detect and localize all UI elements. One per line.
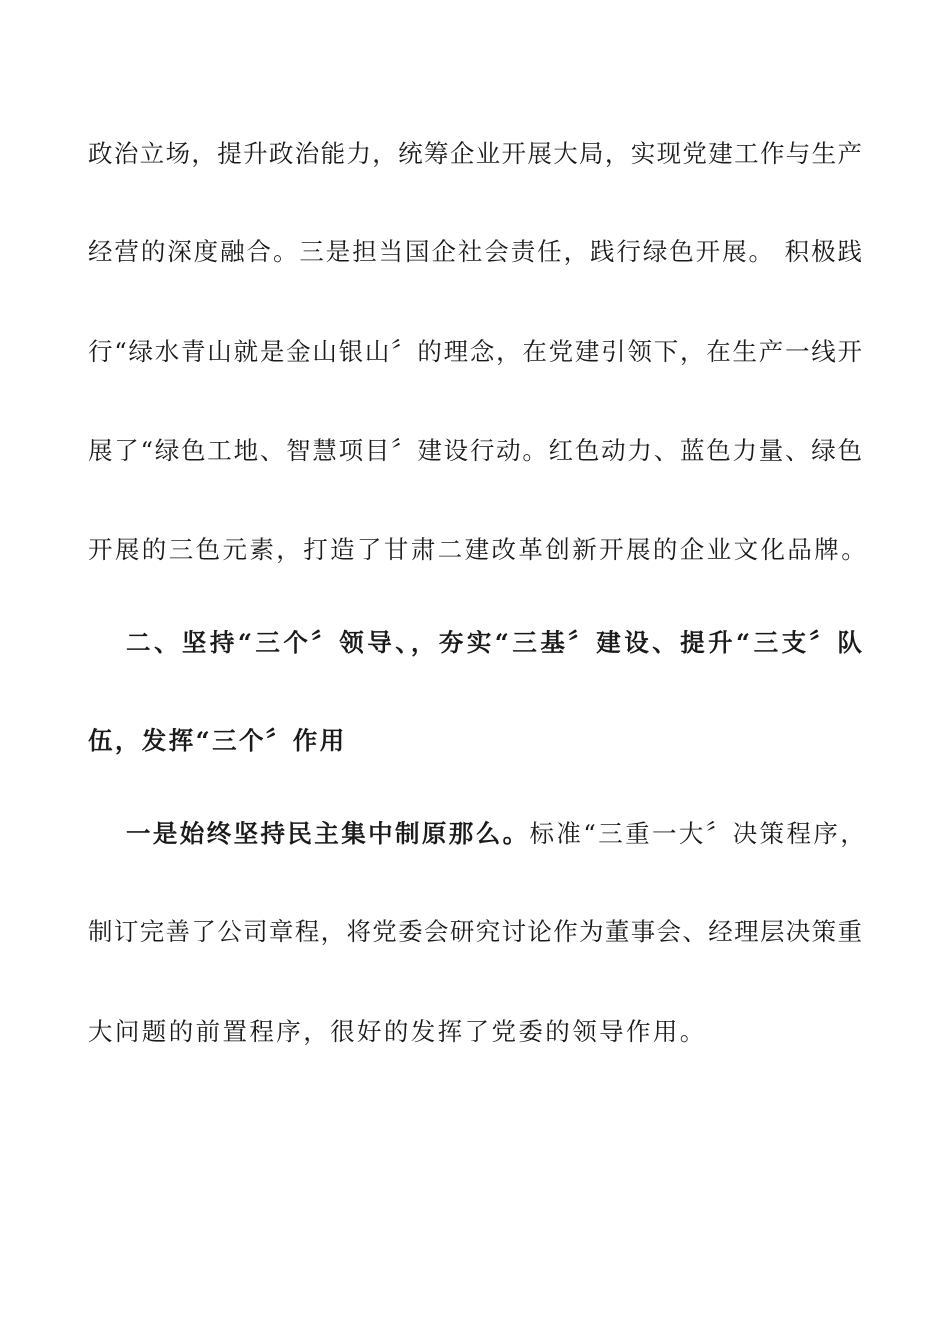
body-text-line-3: 行“绿水青山就是金山银山〞的理念，在党建引领下，在生产一线开 xyxy=(88,337,862,366)
body-text-line-1: 政治立场，提升政治能力，统筹企业开展大局，实现党建工作与生产 xyxy=(88,139,862,168)
body-text-line-4: 展了“绿色工地、智慧项目〞建设行动。红色动力、蓝色力量、绿色 xyxy=(88,436,862,465)
paragraph-line-3: 大问题的前置程序，很好的发挥了党委的领导作用。 xyxy=(88,1017,707,1046)
paragraph-lead-bold: 一是始终坚持民主集中制原那么。 xyxy=(126,819,530,848)
section-heading-line-2: 伍，发挥“三个〞作用 xyxy=(88,726,347,755)
section-heading-line-1: 二、坚持“三个〞领导、，夯实“三基〞建设、提升“三支〞队 xyxy=(126,628,862,657)
paragraph-line-2: 制订完善了公司章程，将党委会研究讨论作为董事会、经理层决策重 xyxy=(88,917,862,946)
body-text-line-2: 经营的深度融合。三是担当国企社会责任，践行绿色开展。 积极践 xyxy=(88,237,862,266)
body-text-line-5: 开展的三色元素，打造了甘肃二建改革创新开展的企业文化品牌。 xyxy=(88,535,869,564)
paragraph-lead-rest: 标准“三重一大〞决策程序， xyxy=(529,819,868,848)
paragraph-lead-line xyxy=(126,818,868,850)
